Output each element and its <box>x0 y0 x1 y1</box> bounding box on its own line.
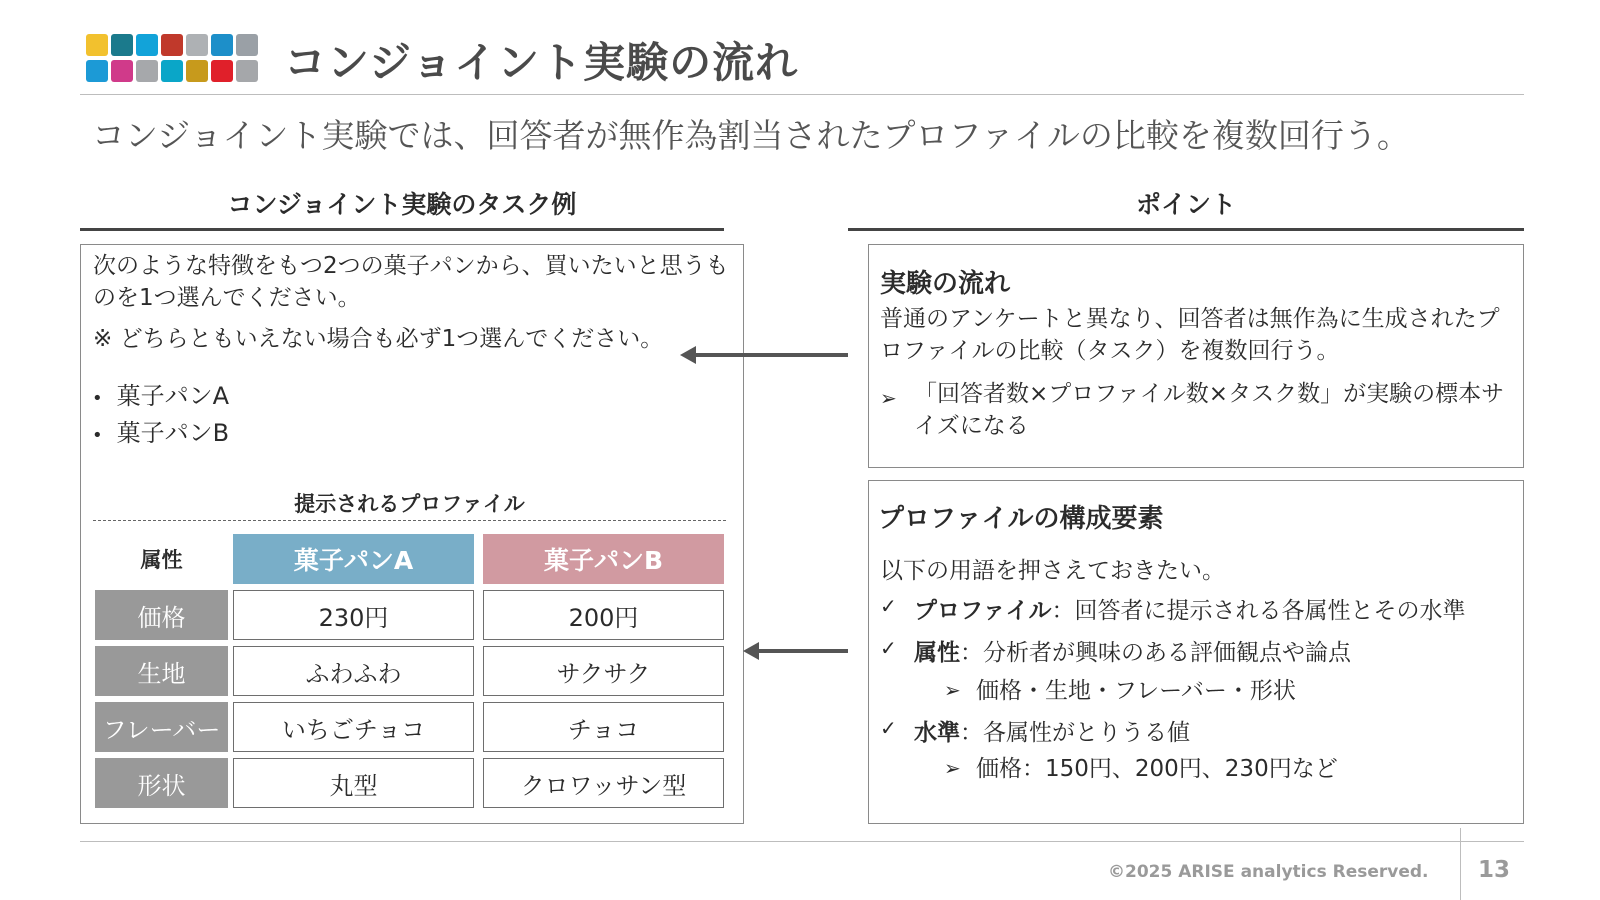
page-number: 13 <box>1478 857 1511 883</box>
term: 属性 <box>914 640 960 666</box>
term-desc: ：分析者が興味のある評価観点や論点 <box>960 640 1351 666</box>
term-line <box>914 634 1351 667</box>
task-note: ※ どちらともいえない場合も必ず1つ選んでください。 <box>93 326 664 352</box>
elements-title: プロファイルの構成要素 <box>878 504 1164 534</box>
value-cell-a: いちごチョコ <box>233 702 474 752</box>
footer-divider <box>80 841 1524 842</box>
logo-tile <box>236 34 258 56</box>
profile-divider <box>93 520 726 521</box>
flow-title: 実験の流れ <box>880 269 1011 299</box>
term-desc: ：各属性がとりうる値 <box>960 720 1190 746</box>
term-line <box>914 714 1190 747</box>
column-header-a: 菓子パンA <box>233 534 474 584</box>
arrowhead-bullet-icon: ➢ <box>880 386 897 410</box>
term-desc: ：回答者に提示される各属性とその水準 <box>1051 598 1466 624</box>
arrowhead-bullet-icon: ➢ <box>944 678 961 702</box>
column-header-b: 菓子パンB <box>483 534 724 584</box>
flow-point: 「回答者数×プロファイル数×タスク数」が実験の標本サイズになる <box>914 381 1505 439</box>
elements-intro: 以下の用語を押さえておきたい。 <box>880 558 1225 584</box>
value-cell-b: 200円 <box>483 590 724 640</box>
logo-tile <box>111 34 133 56</box>
logo-tile <box>186 60 208 82</box>
logo-tile <box>136 34 158 56</box>
attribute-cell: 価格 <box>95 590 228 640</box>
check-icon: ✓ <box>880 716 897 740</box>
attribute-header: 属性 <box>140 548 183 572</box>
term-line <box>914 592 1466 625</box>
logo-tile <box>211 60 233 82</box>
logo-tile <box>186 34 208 56</box>
arrowhead-bullet-icon: ➢ <box>944 756 961 780</box>
profile-label: 提示されるプロファイル <box>294 492 525 516</box>
attribute-cell: 生地 <box>95 646 228 696</box>
attribute-cell: 形状 <box>95 758 228 808</box>
option-item: • 菓子パンA <box>92 378 229 415</box>
logo-tile <box>111 60 133 82</box>
footer-separator <box>1460 828 1461 900</box>
logo-tile <box>86 34 108 56</box>
check-icon: ✓ <box>880 594 897 618</box>
value-cell-b: チョコ <box>483 702 724 752</box>
right-section-rule <box>848 228 1524 231</box>
logo-tile <box>161 60 183 82</box>
arrow-left-icon <box>694 353 848 357</box>
attribute-cell: フレーバー <box>95 702 228 752</box>
value-cell-a: 丸型 <box>233 758 474 808</box>
arrow-left-icon <box>757 649 848 653</box>
logo-tile <box>136 60 158 82</box>
check-icon: ✓ <box>880 636 897 660</box>
left-section-heading: コンジョイント実験のタスク例 <box>227 190 577 219</box>
term: 水準 <box>914 720 960 746</box>
page-title: コンジョイント実験の流れ <box>284 38 799 87</box>
value-cell-a: ふわふわ <box>233 646 474 696</box>
page-subtitle: コンジョイント実験では、回答者が無作為割当されたプロファイルの比較を複数回行う。 <box>92 116 1410 155</box>
option-list <box>92 378 229 452</box>
term-sub: 価格：150円、200円、230円など <box>976 756 1338 782</box>
flow-text: 普通のアンケートと異なり、回答者は無作為に生成されたプロファイルの比較（タスク）を複数回行う。 <box>880 306 1500 364</box>
option-item: • 菓子パンB <box>92 415 229 452</box>
logo-tile <box>86 60 108 82</box>
term: プロファイル <box>914 598 1052 624</box>
logo-tile <box>236 60 258 82</box>
value-cell-a: 230円 <box>233 590 474 640</box>
term-sub: 価格・生地・フレーバー・形状 <box>976 678 1296 704</box>
company-logo <box>86 34 262 84</box>
logo-tile <box>211 34 233 56</box>
task-question: 次のような特徴をもつ2つの菓子パンから、買いたいと思うものを1つ選んでください。 <box>93 253 729 311</box>
logo-tile <box>161 34 183 56</box>
left-section-rule <box>80 228 724 231</box>
right-section-heading: ポイント <box>1135 190 1236 219</box>
copyright: ©2025 ARISE analytics Reserved. <box>1108 862 1429 882</box>
value-cell-b: サクサク <box>483 646 724 696</box>
header-divider <box>80 94 1524 95</box>
value-cell-b: クロワッサン型 <box>483 758 724 808</box>
